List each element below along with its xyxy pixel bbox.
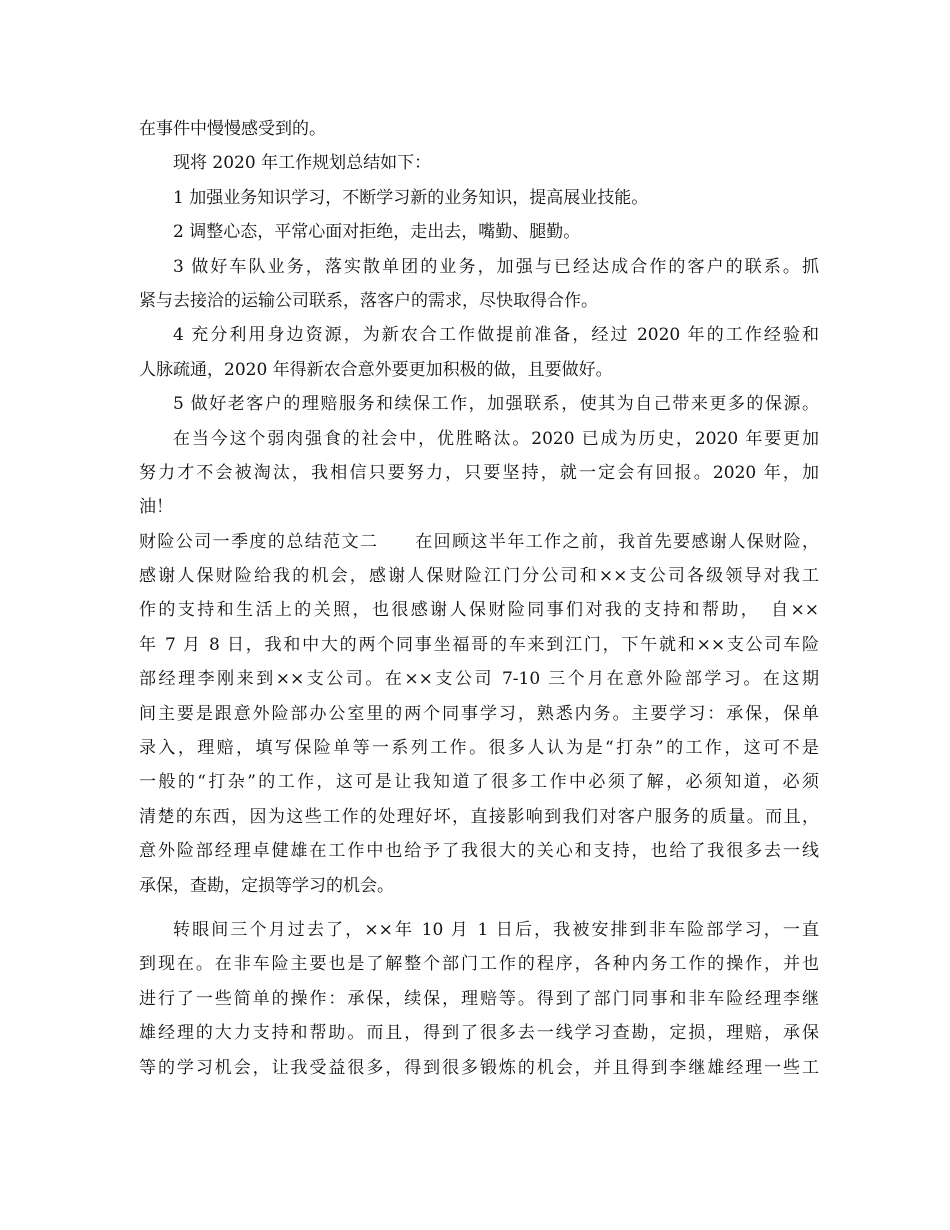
text-line: 承保，查勘，定损等学习的机会。: [139, 875, 394, 896]
text-line: 现将 2020 年工作规划总结如下：: [173, 153, 432, 174]
text-line: 雄经理的大力支持和帮助。而且，得到了很多去一线学习查勘，定损，理赔，承保: [139, 1023, 819, 1044]
text-line: 财险公司一季度的总结范文二 在回顾这半年工作之前，我首先要感谢人保财险，: [139, 531, 819, 552]
text-line: 4 充分利用身边资源，为新农合工作做提前准备，经过 2020 年的工作经验和: [173, 325, 819, 346]
text-line: 紧与去接洽的运输公司联系，落客户的需求，尽快取得合作。: [139, 290, 598, 311]
text-line: 清楚的东西，因为这些工作的处理好坏，直接影响到我们对客户服务的质量。而且，: [139, 806, 819, 827]
text-line: 1 加强业务知识学习，不断学习新的业务知识，提高展业技能。: [173, 187, 649, 208]
text-line: 等的学习机会，让我受益很多，得到很多锻炼的机会，并且得到李继雄经理一些工: [139, 1057, 819, 1078]
text-line: 油！: [139, 497, 173, 518]
text-line: 2 调整心态，平常心面对拒绝，走出去，嘴勤、腿勤。: [173, 222, 581, 243]
text-line: 努力才不会被淘汰，我相信只要努力，只要坚持，就一定会有回报。2020 年，加: [139, 462, 819, 483]
text-line: 感谢人保财险给我的机会，感谢人保财险江门分公司和××支公司各级领导对我工: [139, 566, 819, 587]
text-line: 意外险部经理卓健雄在工作中也给予了我很大的关心和支持，也给了我很多去一线: [139, 841, 819, 862]
text-line: 间主要是跟意外险部办公室里的两个同事学习，熟悉内务。主要学习：承保，保单: [139, 703, 819, 724]
text-line: 转眼间三个月过去了，××年 10 月 1 日后，我被安排到非车险部学习，一直: [173, 919, 819, 940]
text-line: 一般的“打杂”的工作，这可是让我知道了很多工作中必须了解，必须知道，必须: [139, 772, 819, 793]
document-body: [139, 112, 819, 1085]
text-line: 在事件中慢慢感受到的。: [139, 119, 326, 139]
text-line: 进行了一些简单的操作：承保，续保，理赔等。得到了部门同事和非车险经理李继: [139, 988, 819, 1009]
paragraph-gap: [139, 903, 819, 913]
text-line: 作的支持和生活上的关照，也很感谢人保财险同事们对我的支持和帮助， 自××: [139, 600, 819, 621]
text-line: 部经理李刚来到××支公司。在××支公司 7-10 三个月在意外险部学习。在这期: [139, 669, 819, 690]
text-line: 3 做好车队业务，落实散单团的业务，加强与已经达成合作的客户的联系。抓: [173, 256, 819, 277]
text-line: 在当今这个弱肉强食的社会中，优胜略汰。2020 已成为历史，2020 年要更加: [173, 428, 819, 449]
text-line: 到现在。在非车险主要也是了解整个部门工作的程序，各种内务工作的操作，并也: [139, 954, 819, 975]
text-line: 人脉疏通，2020 年得新农合意外要更加积极的做，且要做好。: [139, 359, 613, 380]
text-line: 年 7 月 8 日，我和中大的两个同事坐福哥的车来到江门，下午就和××支公司车险: [139, 634, 819, 655]
text-line: 录入，理赔，填写保险单等一系列工作。很多人认为是“打杂”的工作，这可不是: [139, 738, 819, 759]
text-line: 5 做好老客户的理赔服务和续保工作，加强联系，使其为自己带来更多的保源。: [173, 394, 819, 415]
